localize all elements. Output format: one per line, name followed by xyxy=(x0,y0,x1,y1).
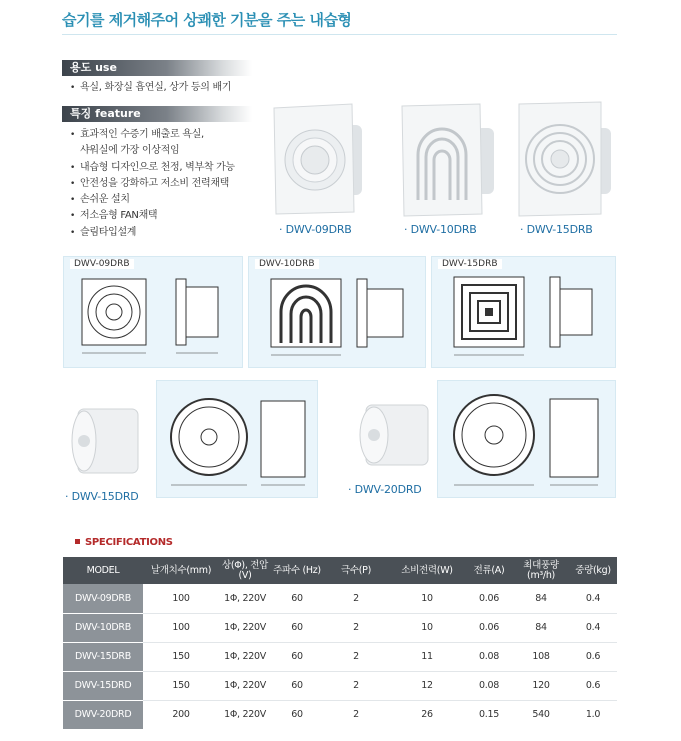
table-cell: 0.6 xyxy=(569,642,617,671)
table-cell: 100 xyxy=(143,613,219,642)
table-cell: 10 xyxy=(389,584,465,613)
column-header: MODEL xyxy=(63,557,143,584)
list-item: • 슬림타입설계 xyxy=(70,225,235,241)
table-cell: 60 xyxy=(271,642,323,671)
specs-table xyxy=(63,557,617,729)
drawing-label: DWV-09DRB xyxy=(70,259,134,269)
table-cell: 0.08 xyxy=(465,671,513,700)
caption-dwv-09drb: · DWV-09DRB xyxy=(279,223,352,236)
table-cell: 1Φ, 220V xyxy=(219,671,271,700)
table-cell: 1Φ, 220V xyxy=(219,613,271,642)
caption-dwv-15drb: · DWV-15DRB xyxy=(520,223,593,236)
table-cell: 540 xyxy=(532,709,550,721)
table-cell: 11 xyxy=(389,642,465,671)
table-cell: 108 xyxy=(513,642,569,671)
table-row xyxy=(63,613,617,642)
product-photo-dwv-15drd xyxy=(66,395,151,485)
table-cell: 60 xyxy=(271,671,323,700)
table-cell: 1.0 xyxy=(585,709,601,721)
table-cell: 84 xyxy=(513,613,569,642)
specs-heading: SPECIFICATIONS xyxy=(75,537,173,548)
table-cell: 2 xyxy=(353,709,359,721)
list-item: • 효과적인 수증기 배출로 욕실, xyxy=(70,127,235,143)
table-cell: 150 xyxy=(143,671,219,700)
caption-dwv-10drb: · DWV-10DRB xyxy=(404,223,477,236)
table-cell: 0.06 xyxy=(465,584,513,613)
drawing-label: DWV-10DRB xyxy=(255,259,319,269)
title-divider xyxy=(62,34,617,35)
list-item: • 내습형 디자인으로 천정, 벽부착 가능 xyxy=(70,160,235,176)
table-cell: 60 xyxy=(271,584,323,613)
table-cell: 100 xyxy=(143,584,219,613)
column-header: 극수(P) xyxy=(323,557,389,584)
table-cell: 0.15 xyxy=(479,709,499,721)
caption-dwv-15drd: · DWV-15DRD xyxy=(65,490,139,503)
caption-dwv-20drd: · DWV-20DRD xyxy=(348,483,422,496)
model-cell: DWV-15DRB xyxy=(63,642,143,671)
page-title: 습기를 제거해주어 상쾌한 기분을 주는 내습형 xyxy=(62,11,352,29)
model-cell: DWV-20DRD xyxy=(63,700,143,729)
drawing-dwv-10drb xyxy=(248,256,426,368)
table-cell: 1Φ, 220V xyxy=(219,642,271,671)
column-header: 전류(A) xyxy=(465,557,513,584)
drawing-dwv-15drb xyxy=(431,256,616,368)
table-row xyxy=(63,584,617,613)
table-cell: 0.06 xyxy=(465,613,513,642)
product-photo-dwv-20drd xyxy=(352,395,437,475)
table-header-row xyxy=(63,557,617,584)
column-header: 최대풍량 (m³/h) xyxy=(513,557,569,584)
drawing-dwv-20drd xyxy=(437,380,616,498)
table-cell: 84 xyxy=(513,584,569,613)
table-cell: 0.4 xyxy=(569,613,617,642)
list-item: • 손쉬운 설치 xyxy=(70,192,235,208)
table-cell: 200 xyxy=(172,709,190,721)
section-tab-use: 용도 use xyxy=(62,60,252,76)
product-photo-dwv-15drb xyxy=(515,100,615,220)
table-cell: 12 xyxy=(389,671,465,700)
model-cell: DWV-10DRB xyxy=(63,613,143,642)
column-header: 중량(kg) xyxy=(569,557,617,584)
column-header: 날개치수(mm) xyxy=(143,557,219,584)
column-header: 주파수 (Hz) xyxy=(271,557,323,584)
table-cell: 26 xyxy=(421,709,433,721)
column-header: 소비전력(W) xyxy=(389,557,465,584)
table-row xyxy=(63,700,617,729)
table-cell: 2 xyxy=(323,642,389,671)
model-cell: DWV-09DRB xyxy=(63,584,143,613)
list-item: • 저소음형 FAN채택 xyxy=(70,208,235,224)
feature-list xyxy=(70,127,235,241)
use-list xyxy=(70,80,231,96)
list-item: 샤워실에 가장 이상적임 xyxy=(80,145,180,157)
table-cell: 1Φ, 220V xyxy=(224,709,266,721)
table-cell: 10 xyxy=(389,613,465,642)
table-cell: 2 xyxy=(323,613,389,642)
product-photo-dwv-10drb xyxy=(398,100,498,220)
table-row xyxy=(63,671,617,700)
model-cell: DWV-15DRD xyxy=(63,671,143,700)
table-cell: 1Φ, 220V xyxy=(219,584,271,613)
list-item: • 욕실, 화장실 흡연실, 상가 등의 배기 xyxy=(70,80,231,96)
table-cell: 0.6 xyxy=(569,671,617,700)
drawing-label: DWV-15DRB xyxy=(438,259,502,269)
table-cell: 0.08 xyxy=(465,642,513,671)
column-header: 상(Φ), 전압(V) xyxy=(219,557,271,584)
table-row xyxy=(63,642,617,671)
drawing-dwv-09drb xyxy=(63,256,243,368)
table-cell: 150 xyxy=(143,642,219,671)
table-cell: 2 xyxy=(323,671,389,700)
section-tab-feature: 특징 feature xyxy=(62,106,252,122)
table-cell: 2 xyxy=(323,584,389,613)
drawing-dwv-15drd xyxy=(156,380,318,498)
list-item: • 안전성을 강화하고 저소비 전력채택 xyxy=(70,176,235,192)
table-cell: 120 xyxy=(513,671,569,700)
table-cell: 60 xyxy=(291,709,303,721)
table-cell: 60 xyxy=(271,613,323,642)
product-photo-dwv-09drb xyxy=(268,100,368,220)
table-cell: 0.4 xyxy=(569,584,617,613)
